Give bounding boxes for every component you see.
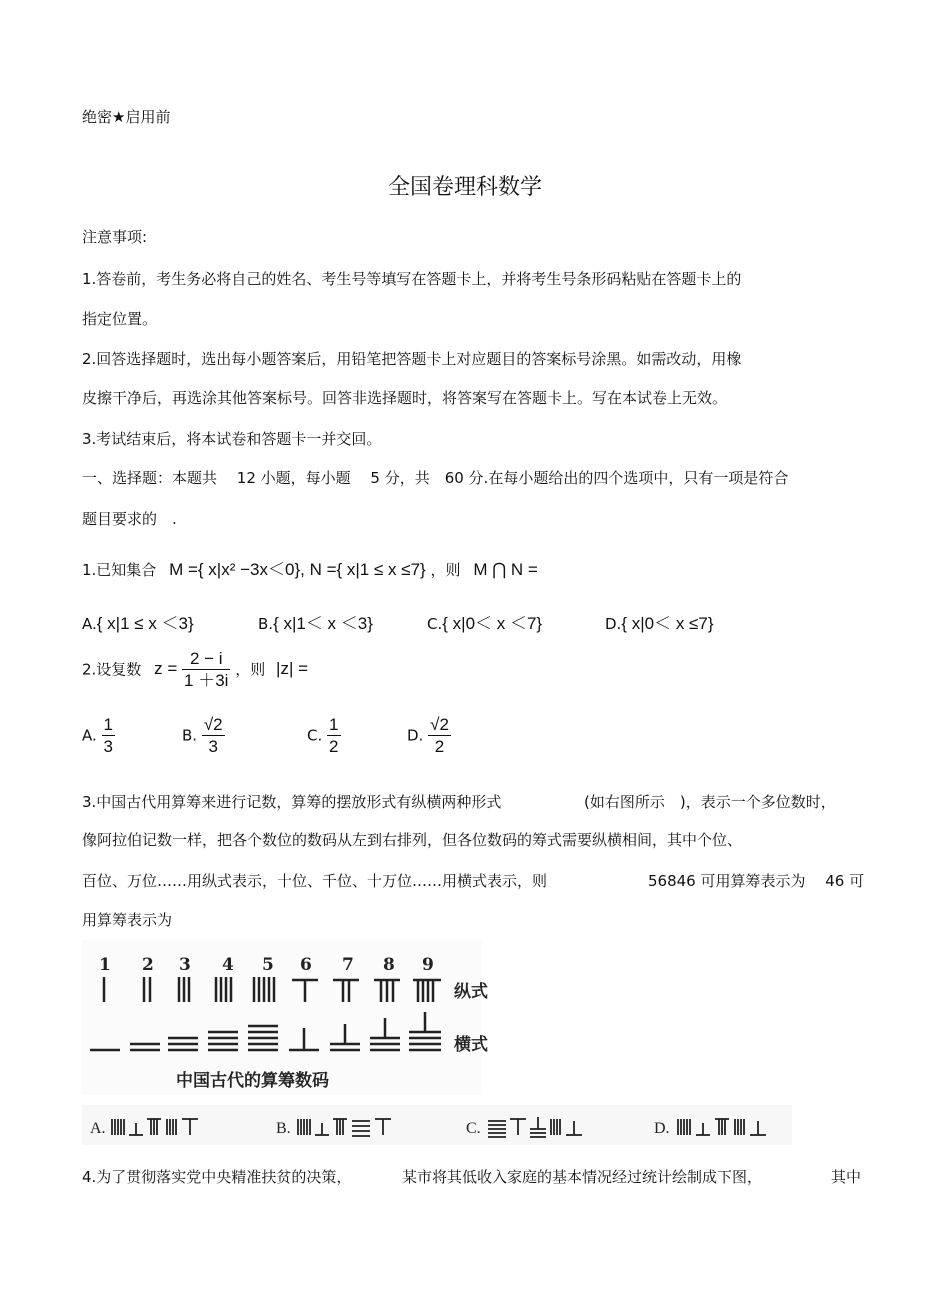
option-label: D.	[407, 726, 424, 745]
option-label: B.	[276, 1120, 291, 1137]
option-c-rods[interactable]	[488, 1117, 582, 1137]
option-text: { x|0＜ x ≤7}	[621, 614, 714, 633]
option-label: A.	[90, 1120, 106, 1137]
question-3-line-2: 像阿拉伯记数一样，把各个数位的数码从左到右排列，但各位数码的筹式需要纵横相间，其中个位、	[82, 831, 743, 849]
option-text: { x|1 ≤ x ＜3}	[96, 614, 194, 633]
fraction-numerator: √2	[428, 714, 451, 736]
vertical-rods	[104, 977, 441, 1002]
label-horizontal: 横式	[454, 1035, 488, 1055]
figure-caption: 中国古代的算筹数码	[176, 1071, 329, 1091]
option-a-rods[interactable]	[112, 1119, 198, 1135]
question-2-label: 2.设复数	[82, 660, 142, 679]
horizontal-rods	[90, 1012, 441, 1050]
section-heading: 一、选择题：本题共 12 小题，每小题 5 分，共 60 分.在每小题给出的四个选项中，只有一项是符合	[82, 469, 789, 487]
counting-rods-diagram	[82, 940, 488, 1095]
question-3-line-1-cont: (如右图所示 )，表示一个多位数时，	[584, 793, 836, 811]
question-3-options-diagram	[82, 1105, 792, 1145]
notice-item-1: 1.答卷前，考生务必将自己的姓名、考生号等填写在答题卡上，并将考生号条形码粘贴在答题卡上的	[82, 270, 742, 288]
digit-label: 3	[179, 955, 191, 975]
question-1-option-a[interactable]	[82, 609, 194, 634]
question-1-option-d[interactable]	[605, 609, 714, 634]
digit-label: 1	[99, 955, 111, 975]
option-label: D.	[605, 615, 622, 633]
digit-label: 9	[422, 955, 434, 975]
question-2-modulus: |z| =	[276, 659, 309, 679]
fraction-numerator: 1	[102, 714, 115, 736]
option-fraction	[327, 714, 340, 758]
digit-label: 2	[142, 955, 154, 975]
fraction-numerator: √2	[202, 714, 225, 736]
notice-item-1-cont: 指定位置。	[82, 310, 158, 328]
question-1-intersection: M ⋂ N =	[473, 560, 538, 579]
option-label: C.	[466, 1120, 481, 1137]
question-1-option-b[interactable]	[258, 609, 373, 634]
question-2-option-a[interactable]	[82, 714, 115, 758]
question-4-line-1-end: 其中	[831, 1168, 862, 1186]
question-1-then: ，则	[430, 561, 461, 579]
option-d-rods[interactable]	[678, 1119, 766, 1135]
option-label: B.	[258, 615, 274, 633]
fraction-numerator: 1	[327, 714, 340, 736]
question-3-options	[82, 1105, 792, 1145]
question-3-line-3-cont: 56846 可用算筹表示为 46 可	[648, 872, 865, 890]
question-3-line-3: 百位、万位……用纵式表示，十位、千位、十万位……用横式表示，则	[82, 872, 548, 890]
option-label: A.	[82, 726, 97, 745]
option-label: D.	[654, 1120, 670, 1137]
option-text: { x|1＜ x ＜3}	[273, 614, 373, 633]
option-label: A.	[82, 615, 97, 633]
option-label: B.	[182, 726, 198, 745]
question-2-option-d[interactable]	[407, 714, 451, 758]
question-3-line-4: 用算筹表示为	[82, 911, 173, 929]
question-2	[82, 648, 308, 692]
fraction-denominator: 3	[208, 737, 218, 757]
notice-item-3: 3.考试结束后，将本试卷和答题卡一并交回。	[82, 430, 382, 448]
section-heading-cont: 题目要求的 .	[82, 510, 177, 528]
question-4-line-1: 4.为了贯彻落实党中央精准扶贫的决策，	[82, 1168, 352, 1186]
option-fraction	[428, 714, 451, 758]
option-fraction	[102, 714, 115, 758]
question-4-line-1-cont: 某市将其低收入家庭的基本情况经过统计绘制成下图，	[402, 1168, 763, 1186]
notice-item-2: 2.回答选择题时，选出每小题答案后，用铅笔把答题卡上对应题目的答案标号涂黑。如需改动，用橡	[82, 350, 742, 368]
option-text: { x|0＜ x ＜7}	[442, 614, 543, 633]
digit-label: 6	[300, 955, 312, 975]
digit-label: 4	[222, 955, 234, 975]
option-label: C.	[427, 615, 443, 633]
page-title: 全国卷理科数学	[387, 175, 542, 200]
digit-label: 5	[262, 955, 274, 975]
notice-heading: 注意事项:	[82, 228, 148, 246]
counting-rods-figure	[82, 940, 488, 1095]
question-1-option-c[interactable]	[427, 609, 542, 634]
digit-label: 8	[383, 955, 395, 975]
fraction-denominator: 3	[103, 737, 114, 757]
fraction-denominator: 2	[434, 737, 445, 757]
fraction-denominator: 2	[329, 737, 339, 757]
confidential-mark: 绝密★启用前	[82, 108, 171, 126]
question-3-line-1: 3.中国古代用算筹来进行记数，算筹的摆放形式有纵横两种形式	[82, 793, 502, 811]
question-2-option-b[interactable]	[182, 714, 225, 758]
question-1	[82, 555, 538, 580]
option-label: C.	[307, 726, 323, 745]
question-2-then: ，则	[235, 660, 266, 679]
fraction-numerator: 2 − i	[182, 648, 230, 670]
question-2-z: z =	[154, 659, 178, 679]
option-fraction	[202, 714, 225, 758]
question-2-fraction	[182, 648, 230, 692]
option-b-rods[interactable]	[298, 1119, 391, 1136]
notice-item-2-cont: 皮擦干净后，再选涂其他答案标号。回答非选择题时，将答案写在答题卡上。写在本试卷上无效。	[82, 389, 728, 407]
question-1-sets: M ={ x|x² −3x＜0}, N ={ x|1 ≤ x ≤7}	[169, 560, 426, 579]
question-2-option-c[interactable]	[307, 714, 341, 758]
label-vertical: 纵式	[454, 982, 488, 1002]
question-1-label: 1.已知集合	[82, 561, 157, 579]
fraction-denominator: 1 ＋3i	[184, 671, 229, 691]
digit-label: 7	[342, 955, 354, 975]
